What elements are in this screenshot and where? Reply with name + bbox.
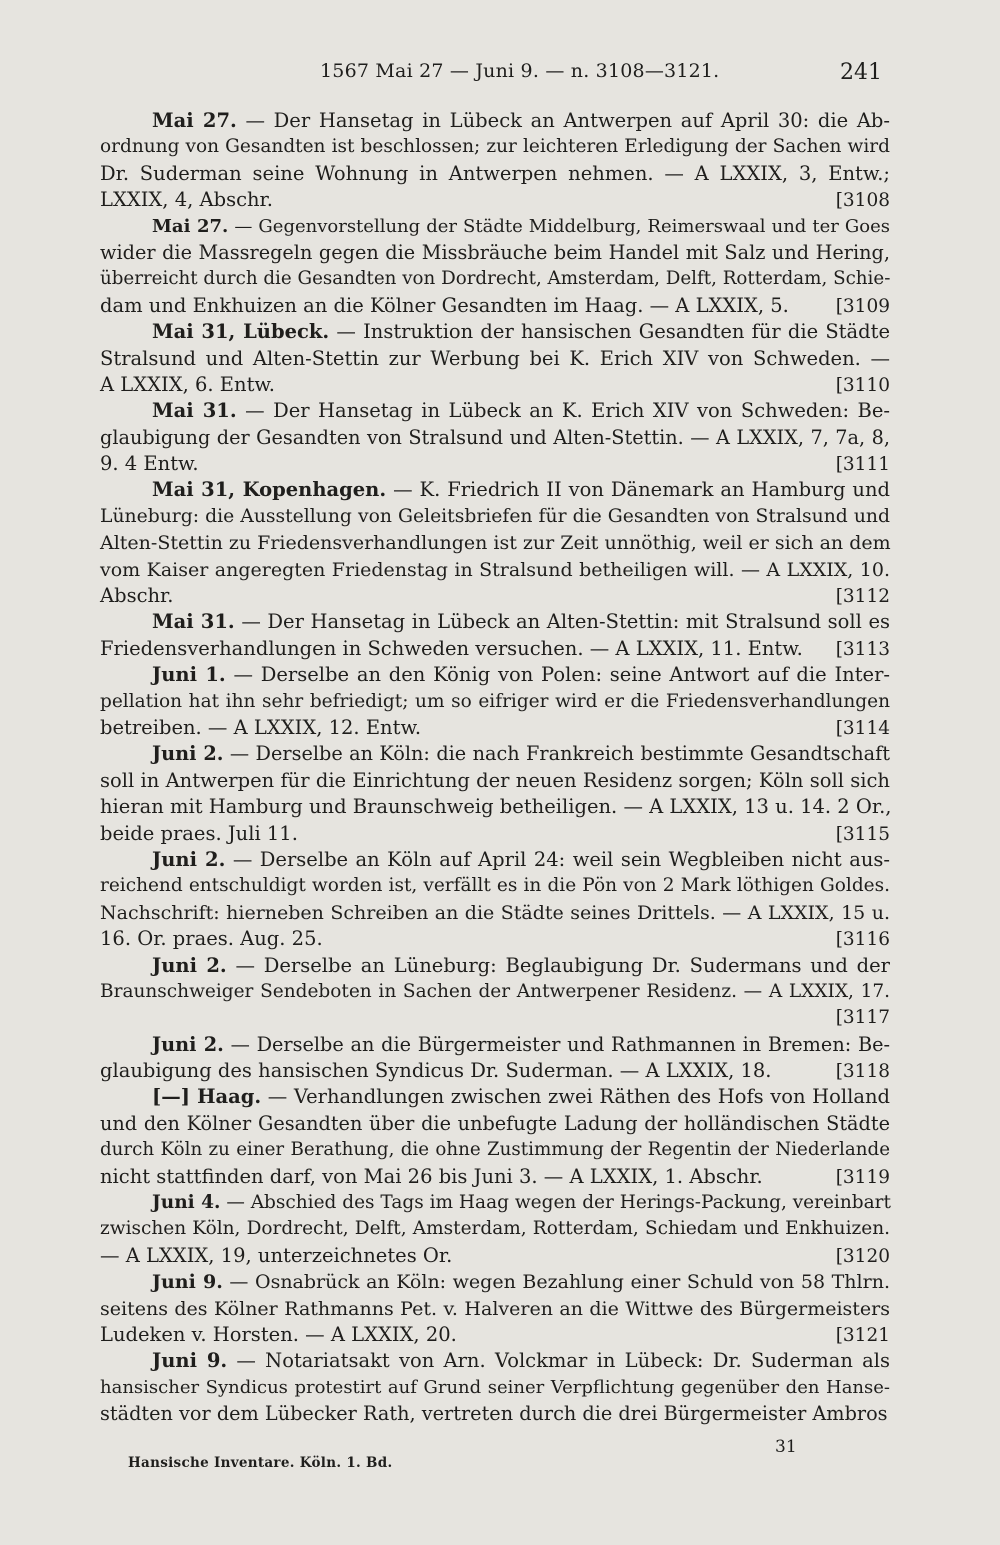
entry-line bbox=[100, 900, 890, 926]
line-text: A LXXIX, 6. Entw. bbox=[100, 372, 275, 396]
entry-line bbox=[100, 214, 890, 240]
entry-line bbox=[100, 1084, 890, 1110]
entry-line bbox=[100, 187, 890, 213]
entry-number: [3108 bbox=[835, 190, 890, 212]
entry-line bbox=[100, 266, 890, 292]
entry-number: [3112 bbox=[835, 586, 890, 608]
line-text: Nachschrift: hierneben Schreiben an die Städte seines Drittels. — A LXXIX, 15 u. bbox=[100, 901, 890, 924]
entry-text: — Osnabrück an Köln: wegen Bezahlung einer Schuld von 58 Thlrn. bbox=[222, 1271, 890, 1294]
entry-line bbox=[100, 346, 890, 372]
entry-line bbox=[100, 1375, 890, 1401]
line-text: seitens des Kölner Rathmanns Pet. v. Halveren an die Wittwe des Bürgermeisters bbox=[100, 1297, 890, 1320]
entry-line bbox=[100, 504, 890, 530]
line-text: durch Köln zu einer Berathung, die ohne Zustimmung der Regentin der Niederlande bbox=[100, 1139, 890, 1161]
line-text bbox=[152, 741, 890, 767]
entry-line bbox=[100, 293, 890, 319]
entry-line bbox=[100, 821, 890, 847]
line-text: Braunschweiger Sendeboten in Sachen der Antwerpener Residenz. — A LXXIX, 17. bbox=[100, 980, 890, 1002]
entry-line bbox=[100, 662, 890, 688]
register-entry bbox=[100, 477, 890, 609]
entry-line bbox=[100, 425, 890, 451]
entry-line bbox=[100, 715, 890, 741]
entry-date: Juni 2. bbox=[152, 953, 227, 977]
entry-text: — Derselbe an den König von Polen: seine Antwort auf die Inter- bbox=[225, 663, 891, 687]
entry-text: — K. Friedrich II von Dänemark an Hamburg und bbox=[386, 478, 890, 502]
entry-line bbox=[100, 1216, 890, 1242]
entry-line bbox=[100, 1137, 890, 1163]
line-text bbox=[152, 319, 890, 345]
line-text bbox=[152, 214, 890, 240]
entry-line bbox=[100, 1322, 890, 1348]
line-text: wider die Massregeln gegen die Missbräuche beim Handel mit Salz und Hering, bbox=[100, 240, 890, 264]
line-text: hieran mit Hamburg und Braunschweig betheiligen. — A LXXIX, 13 u. 14. 2 Or., bbox=[100, 795, 892, 819]
entry-line bbox=[100, 794, 890, 820]
entry-number: [3117 bbox=[835, 1007, 890, 1029]
entry-line bbox=[100, 583, 890, 609]
line-text: ordnung von Gesandten ist beschlossen; zur leichteren Erledigung der Sachen wird bbox=[100, 136, 890, 158]
register-entry bbox=[100, 1190, 890, 1269]
entry-date: Mai 27. bbox=[152, 109, 237, 132]
entry-line bbox=[100, 398, 890, 424]
line-text: Ludeken v. Horsten. — A LXXIX, 20. bbox=[100, 1322, 457, 1346]
entry-number: [3119 bbox=[835, 1166, 890, 1188]
line-text bbox=[152, 953, 890, 979]
entry-line bbox=[100, 1111, 890, 1137]
register-entry bbox=[100, 741, 890, 847]
page-number: 241 bbox=[840, 60, 882, 85]
entry-text: — Verhandlungen zwischen zwei Räthen des Hofs von Holland bbox=[261, 1085, 890, 1109]
entry-line bbox=[100, 926, 890, 952]
register-entry bbox=[100, 319, 890, 398]
entry-text: — Der Hansetag in Lübeck an K. Erich XIV von Schweden: Be- bbox=[236, 399, 890, 423]
line-text bbox=[152, 1032, 890, 1058]
page-header bbox=[0, 60, 1000, 92]
line-text: hansischer Syndicus protestirt auf Grund seiner Verpflichtung gegenüber den Hanse- bbox=[100, 1376, 890, 1398]
entry-line bbox=[100, 1164, 890, 1190]
line-text bbox=[152, 1269, 890, 1295]
entry-date: Mai 27. bbox=[152, 215, 229, 237]
line-text: betreiben. — A LXXIX, 12. Entw. bbox=[100, 715, 422, 739]
line-text bbox=[152, 108, 890, 134]
entry-number: [3109 bbox=[835, 295, 890, 317]
entry-line bbox=[100, 557, 890, 583]
register-entry bbox=[100, 1084, 890, 1190]
entry-line bbox=[100, 1296, 890, 1322]
entry-line bbox=[100, 873, 890, 899]
entry-line bbox=[100, 372, 890, 398]
entry-number: [3110 bbox=[835, 374, 890, 396]
line-text: Friedensverhandlungen in Schweden versuchen. — A LXXIX, 11. Entw. bbox=[100, 636, 803, 660]
entry-line bbox=[100, 768, 890, 794]
entry-number: [3113 bbox=[835, 638, 890, 660]
line-text bbox=[152, 398, 890, 424]
entry-date: Juni 9. bbox=[152, 1349, 228, 1373]
entry-date: Juni 2. bbox=[152, 1032, 224, 1056]
entry-date: Juni 2. bbox=[152, 742, 224, 766]
entry-text: — Derselbe an Köln: die nach Frankreich bestimmte Gesandtschaft bbox=[223, 742, 890, 766]
signature-mark: 31 bbox=[775, 1437, 797, 1457]
line-text bbox=[152, 609, 890, 635]
entry-number: [3121 bbox=[835, 1324, 890, 1346]
entry-date: Juni 2. bbox=[152, 847, 226, 871]
entry-date: [—] Haag. bbox=[152, 1085, 262, 1109]
entry-text: — Der Hansetag in Lübeck an Alten-Stettin: mit Stralsund soll es bbox=[234, 610, 891, 634]
line-text: glaubigung der Gesandten von Stralsund und Alten-Stettin. — A LXXIX, 7, 7a, 8, bbox=[100, 425, 890, 449]
entry-text: — Der Hansetag in Lübeck an Antwerpen auf April 30: die Ab- bbox=[236, 109, 891, 132]
register-entry bbox=[100, 953, 890, 1032]
line-text bbox=[152, 1084, 890, 1110]
entry-line bbox=[100, 953, 890, 979]
entry-date: Mai 31, Kopenhagen. bbox=[152, 478, 387, 502]
line-text: — A LXXIX, 19, unterzeichnetes Or. bbox=[100, 1243, 453, 1267]
entry-line bbox=[100, 1269, 890, 1295]
line-text: nicht stattfinden darf, von Mai 26 bis Juni 3. — A LXXIX, 1. Abschr. bbox=[100, 1164, 763, 1188]
register-entry bbox=[100, 398, 890, 477]
entry-number: [3114 bbox=[835, 717, 890, 739]
entry-number: [3116 bbox=[835, 929, 890, 951]
line-text bbox=[152, 847, 890, 873]
entry-date: Juni 4. bbox=[152, 1192, 221, 1214]
line-text: Dr. Suderman seine Wohnung in Antwerpen nehmen. — A LXXIX, 3, Entw.; bbox=[100, 161, 890, 185]
line-text: 16. Or. praes. Aug. 25. bbox=[100, 927, 323, 951]
entry-line bbox=[100, 1058, 890, 1084]
entry-number: [3111 bbox=[835, 454, 890, 476]
line-text bbox=[152, 1348, 890, 1374]
line-text: beide praes. Juli 11. bbox=[100, 821, 298, 845]
line-text: pellation hat ihn sehr befriedigt; um so eifriger wird er die Friedensverhandlungen bbox=[100, 690, 890, 712]
entry-line bbox=[100, 609, 890, 635]
register-entry bbox=[100, 214, 890, 320]
line-text: zwischen Köln, Dordrecht, Delft, Amsterdam, Rotterdam, Schiedam und Enkhuizen. bbox=[100, 1218, 890, 1240]
register-entry bbox=[100, 609, 890, 662]
line-text: städten vor dem Lübecker Rath, vertreten durch die drei Bürgermeister Ambros bbox=[100, 1402, 888, 1426]
entry-text: — Derselbe an die Bürgermeister und Rathmannen in Bremen: Be- bbox=[223, 1032, 890, 1056]
line-text: glaubigung des hansischen Syndicus Dr. Suderman. — A LXXIX, 18. bbox=[100, 1059, 772, 1083]
line-text bbox=[152, 477, 890, 503]
entry-list bbox=[100, 108, 890, 1428]
entry-text: — Abschied des Tags im Haag wegen der Herings-Packung, vereinbart bbox=[220, 1192, 891, 1214]
register-entry bbox=[100, 1032, 890, 1085]
entry-line bbox=[100, 134, 890, 160]
register-entry bbox=[100, 847, 890, 953]
entry-line bbox=[100, 451, 890, 477]
entry-line bbox=[100, 319, 890, 345]
entry-line bbox=[100, 979, 890, 1005]
entry-line bbox=[100, 108, 890, 134]
line-text: überreicht durch die Gesandten von Dordrecht, Amsterdam, Delft, Rotterdam, Schie- bbox=[100, 268, 891, 290]
entry-line bbox=[100, 240, 890, 266]
entry-number: [3120 bbox=[835, 1245, 890, 1267]
entry-number: [3115 bbox=[835, 823, 890, 845]
entry-number: [3118 bbox=[835, 1061, 890, 1083]
line-text: Alten-Stettin zu Friedensverhandlungen ist zur Zeit unnöthig, weil er sich an dem bbox=[100, 532, 891, 555]
register-entry bbox=[100, 108, 890, 214]
register-entry bbox=[100, 1269, 890, 1348]
entry-line bbox=[100, 161, 890, 187]
entry-date: Mai 31. bbox=[152, 610, 235, 634]
line-text: vom Kaiser angeregten Friedenstag in Stralsund betheiligen will. — A LXXIX, 10. bbox=[100, 558, 890, 581]
entry-line bbox=[100, 477, 890, 503]
line-text: Stralsund und Alten-Stettin zur Werbung bei K. Erich XIV von Schweden. — bbox=[100, 346, 890, 370]
page-footer: Hansische Inventare. Köln. 1. Bd. bbox=[128, 1455, 393, 1471]
entry-line bbox=[100, 1190, 890, 1216]
line-text: LXXIX, 4, Abschr. bbox=[100, 188, 273, 212]
entry-line bbox=[100, 741, 890, 767]
entry-text: — Instruktion der hansischen Gesandten für die Städte bbox=[329, 320, 890, 344]
line-text: und den Kölner Gesandten über die unbefugte Ladung der holländischen Städte bbox=[100, 1111, 890, 1135]
entry-text: — Derselbe an Köln auf April 24: weil sein Wegbleiben nicht aus- bbox=[225, 847, 890, 871]
register-entry bbox=[100, 1348, 890, 1427]
line-text: 9. 4 Entw. bbox=[100, 452, 199, 476]
entry-line bbox=[100, 847, 890, 873]
entry-line bbox=[100, 689, 890, 715]
entry-date: Mai 31. bbox=[152, 399, 237, 423]
entry-text: — Gegenvorstellung der Städte Middelburg, Reimerswaal und ter Goes bbox=[228, 215, 890, 237]
entry-line bbox=[100, 530, 890, 556]
entry-date: Juni 1. bbox=[152, 663, 226, 687]
entry-line bbox=[100, 1401, 890, 1427]
line-text: Lüneburg: die Ausstellung von Geleitsbriefen für die Gesandten von Stralsund und bbox=[100, 505, 890, 527]
entry-text: — Derselbe an Lüneburg: Beglaubigung Dr. Sudermans und der bbox=[226, 953, 890, 977]
entry-line bbox=[100, 1005, 890, 1031]
entry-line bbox=[100, 1032, 890, 1058]
entry-line bbox=[100, 1243, 890, 1269]
entry-text: — Notariatsakt von Arn. Volckmar in Lübeck: Dr. Suderman als bbox=[227, 1349, 890, 1373]
register-entry bbox=[100, 662, 890, 741]
line-text bbox=[152, 662, 890, 688]
running-head: 1567 Mai 27 — Juni 9. — n. 3108—3121. bbox=[320, 60, 720, 82]
line-text: soll in Antwerpen für die Einrichtung der neuen Residenz sorgen; Köln soll sich bbox=[100, 768, 890, 792]
entry-date: Mai 31, Lübeck. bbox=[152, 320, 330, 344]
entry-date: Juni 9. bbox=[152, 1271, 223, 1294]
line-text: reichend entschuldigt worden ist, verfällt es in die Pön von 2 Mark löthigen Goldes. bbox=[100, 875, 890, 897]
line-text: Abschr. bbox=[100, 584, 174, 608]
entry-line bbox=[100, 1348, 890, 1374]
entry-line bbox=[100, 636, 890, 662]
line-text: dam und Enkhuizen an die Kölner Gesandten im Haag. — A LXXIX, 5. bbox=[100, 293, 789, 317]
line-text bbox=[152, 1190, 891, 1216]
